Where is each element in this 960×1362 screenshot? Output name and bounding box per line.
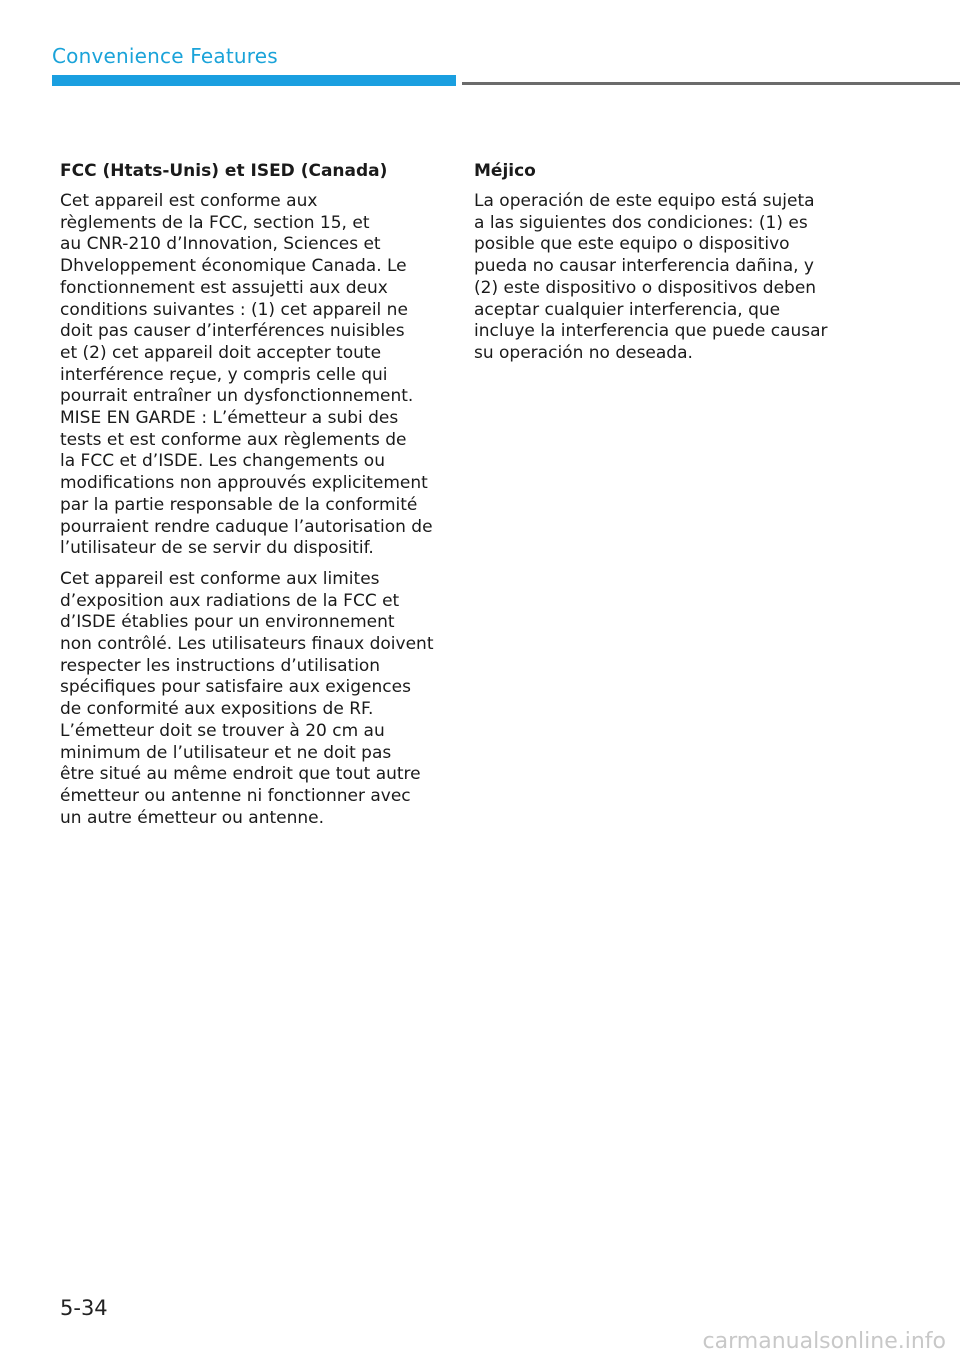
mexico-heading: Méjico [474, 161, 536, 181]
left-column [60, 160, 438, 838]
rf-exposure-paragraph: Cet appareil est conforme aux limites d’exposition aux radiations de la FCC et d’ISDE établies pour un environnement non contrôlé. Les utilisateurs finaux doivent respecter les instructions d’utilisation spécifiques pour satisfaire aux exigences de conformité aux expositions de RF. L’émetteur doit se trouver à 20 cm au minimum de l’utilisateur et ne doit pas être situé au même endroit que tout autre émetteur ou antenne ni fonctionner avec un autre émetteur ou antenne. [60, 568, 434, 828]
fcc-compliance-paragraph: Cet appareil est conforme aux règlements de la FCC, section 15, et au CNR-210 d’Innovation, Sciences et Dhveloppement économique Canada. Le fonctionnement est assujetti aux deux conditions suivantes : (1) cet appareil ne doit pas causer d’interférences nuisibles et (2) cet appareil doit accepter toute interférence reçue, y compris celle qui pourrait entraîner un dysfonctionnement. MISE EN GARDE : L’émetteur a subi des tests et est conforme aux règlements de la FCC et d’ISDE. Les changements ou modifications non approuvés explicitement par la partie responsable de la conformité pourraient rendre caduque l’autorisation de l’utilisateur de se servir du dispositif. [60, 191, 433, 559]
right-column [474, 160, 864, 374]
page-number: 5-34 [60, 1296, 108, 1320]
watermark: carmanualsonline.info [702, 1329, 946, 1354]
header-divider-line [462, 82, 960, 85]
mexico-compliance-paragraph: La operación de este equipo está sujeta a las siguientes dos condiciones: (1) es posible que este equipo o dispositivo pueda no causar interferencia dañina, y (2) este dispositivo o dispositivos deben aceptar cualquier interferencia, que incluye la interferencia que puede causar su operación no deseada. [474, 191, 828, 363]
fcc-ised-heading: FCC (Htats-Unis) et ISED (Canada) [60, 161, 388, 181]
header-accent-bar [52, 75, 456, 86]
section-title: Convenience Features [52, 44, 278, 68]
